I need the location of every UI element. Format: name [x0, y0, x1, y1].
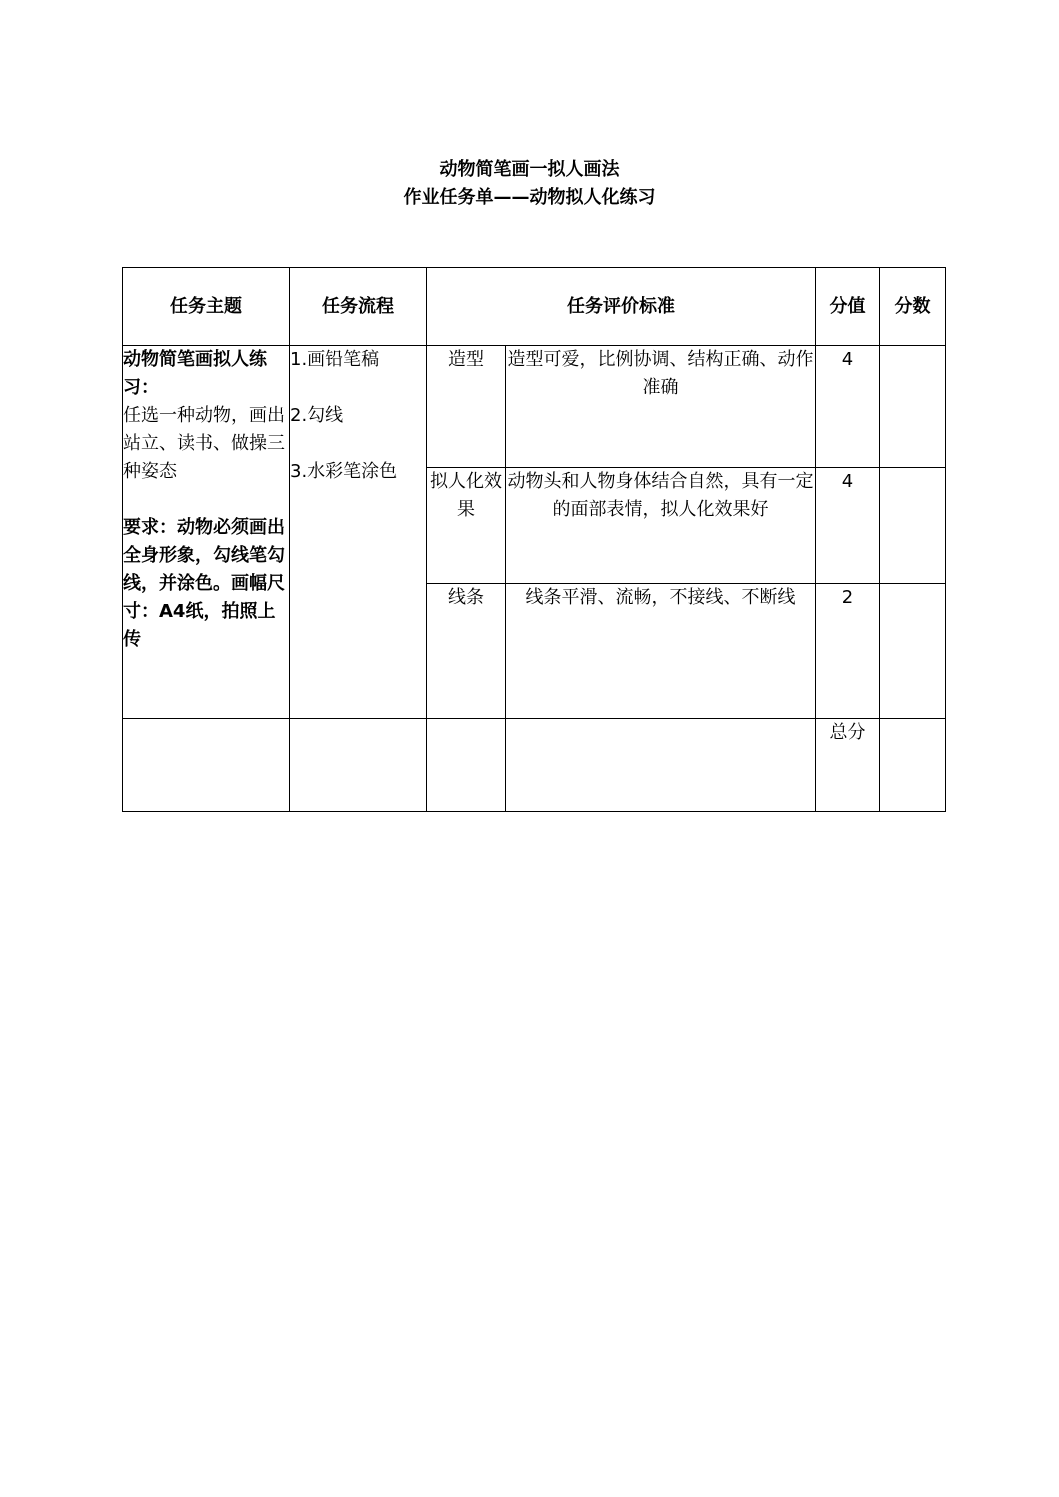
criterion-points: 4: [816, 346, 880, 468]
table-header-row: [123, 268, 946, 346]
task-table: [122, 267, 946, 812]
empty-cell: [506, 719, 816, 812]
criterion-score-cell[interactable]: [880, 346, 946, 468]
criterion-name: 造型: [427, 346, 506, 468]
document-subtitle: 作业任务单——动物拟人化练习: [403, 187, 656, 208]
task-requirement: 要求：动物必须画出全身形象，勾线笔勾线，并涂色。画幅尺寸：A4纸，拍照上传: [123, 517, 285, 650]
criterion-name: 拟人化效果: [427, 468, 506, 584]
criterion-description: 线条平滑、流畅，不接线、不断线: [506, 584, 816, 719]
header-topic: 任务主题: [123, 268, 290, 346]
header-points: 分值: [816, 268, 880, 346]
criterion-name: 线条: [427, 584, 506, 719]
document-title: 动物简笔画一拟人画法: [439, 159, 620, 180]
header-score: 分数: [880, 268, 946, 346]
process-step: 2.勾线: [290, 405, 344, 426]
total-score-cell[interactable]: [880, 719, 946, 812]
task-process-cell: [290, 346, 427, 719]
empty-cell: [427, 719, 506, 812]
criterion-points: 2: [816, 584, 880, 719]
criterion-description: 动物头和人物身体结合自然，具有一定的面部表情，拟人化效果好: [506, 468, 816, 584]
task-topic-heading: 动物简笔画拟人练习：: [123, 349, 267, 398]
process-step: 1.画铅笔稿: [290, 349, 380, 370]
total-row: [123, 719, 946, 812]
task-topic-body: 任选一种动物，画出站立、读书、做操三种姿态: [123, 405, 285, 482]
empty-cell: [290, 719, 427, 812]
criterion-score-cell[interactable]: [880, 468, 946, 584]
criterion-points: 4: [816, 468, 880, 584]
empty-cell: [123, 719, 290, 812]
total-label: 总分: [816, 719, 880, 812]
criterion-score-cell[interactable]: [880, 584, 946, 719]
header-criteria: 任务评价标准: [427, 268, 816, 346]
process-step: 3.水彩笔涂色: [290, 461, 398, 482]
criterion-description: 造型可爱，比例协调、结构正确、动作准确: [506, 346, 816, 468]
task-topic-cell: [123, 346, 290, 719]
header-process: 任务流程: [290, 268, 427, 346]
table-row: [123, 346, 946, 468]
